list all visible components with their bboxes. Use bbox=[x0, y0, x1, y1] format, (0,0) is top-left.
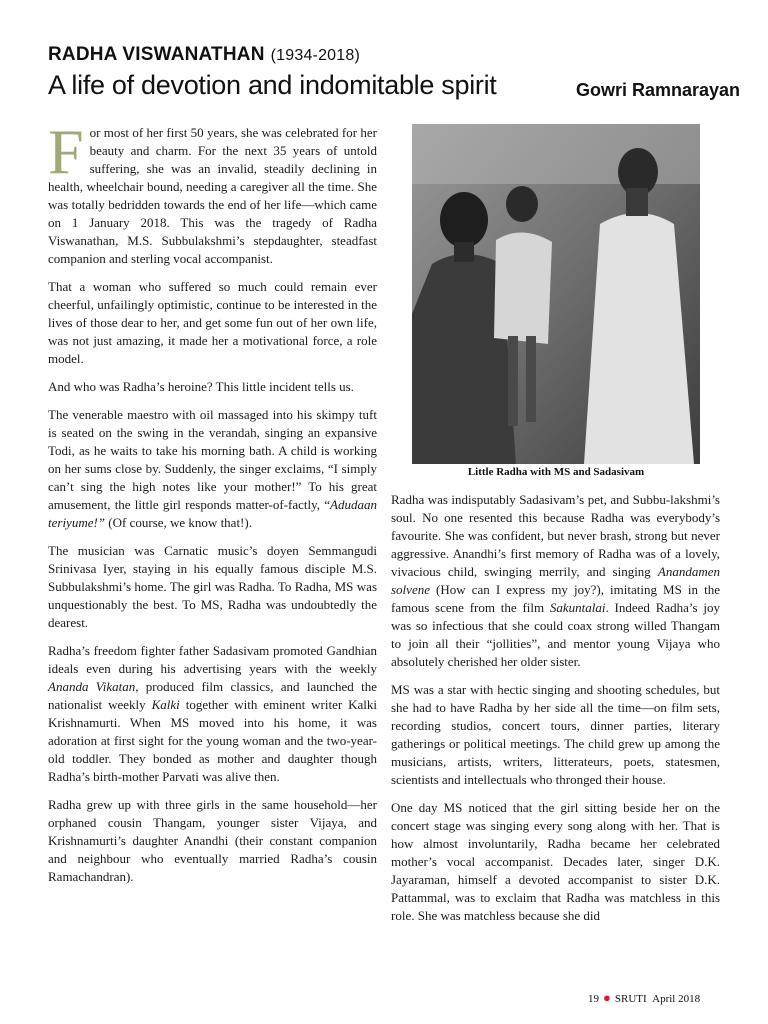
magazine-name: SRUTI bbox=[614, 993, 647, 1005]
song-anandamen: Anandamen solvene bbox=[391, 564, 720, 597]
right-column bbox=[391, 491, 720, 935]
paragraph-r1-mid: (How can I express my joy?), imitating MS in the famous scene from the film bbox=[391, 582, 720, 615]
left-column bbox=[48, 116, 377, 896]
family-photo bbox=[412, 124, 700, 464]
subject-years: (1934-2018) bbox=[270, 47, 360, 64]
drop-cap: F bbox=[48, 116, 84, 187]
bullet-dot-icon: ● bbox=[603, 990, 611, 1005]
paragraph-5: The musician was Carnatic music’s doyen Semmangudi Srinivasa Iyer, staying in his equally famous disciple M.S. Subbulakshmi’s home. The girl was Radha. To Radha, MS was unquestionably the best. To MS, Radha was undoubtedly the dearest. bbox=[48, 543, 377, 630]
paragraph-6 bbox=[48, 642, 377, 786]
paragraph-r1-text: Radha was indisputably Sadasivam’s pet, and Subbu-lakshmi’s soul. No one resented this because Radha was everybody’s favourite. She was confident, but never brash, strong but never aggressive. Anandhi’s first memory of Radha was of a lovely, vivacious child, swinging merrily, and singing bbox=[391, 492, 720, 579]
article-title: A life of devotion and indomitable spirit bbox=[48, 70, 497, 100]
page-footer bbox=[588, 990, 700, 1006]
subject-name-header bbox=[48, 44, 360, 66]
paragraph-4 bbox=[48, 406, 377, 532]
paragraph-1 bbox=[48, 116, 377, 268]
paragraph-6-text: Radha’s freedom fighter father Sadasivam promoted Gandhian ideals even during his advertising years with the weekly bbox=[48, 643, 377, 676]
issue-date: April 2018 bbox=[652, 993, 701, 1005]
paragraph-7: Radha grew up with three girls in the same household—her orphaned cousin Thangam, younger sister Vijaya, and Krishnamurti’s daughter Anandhi (their constant companion and neighbour who eventually married Radha’s cousin Ramachandran). bbox=[48, 797, 377, 884]
paragraph-2: That a woman who suffered so much could remain ever cheerful, unfailingly optimistic, continue to be interested in the lives of those dear to her, and get some fun out of her own life, was not just amazing, it made her a motivational force, a role model. bbox=[48, 279, 377, 366]
paragraph-1-text: or most of her first 50 years, she was celebrated for her beauty and charm. For the next 35 years of untold suffering, she was an invalid, steadily declining in health, wheelchair bound, needing a caregiver all the time. She was totally bedridden towards the end of her life—which came on 1 January 2018. This was the tragedy of Radha Viswanathan, M.S. Subbulakshmi’s stepdaughter, steadfast companion and sterling vocal accompanist. bbox=[48, 125, 377, 266]
paragraph-4-end: (Of course, we know that!). bbox=[105, 515, 252, 530]
paragraph-r3: One day MS noticed that the girl sitting beside her on the concert stage was singing every song along with her. That is how almost involuntarily, Radha became her celebrated mother’s vocal accompanist. Decades later, singer D.K. Jayaraman, himself a devoted accompanist to sister D.K. Pattammal, was to exclaim that Radha was matchless in this role. She was matchless because she did bbox=[391, 800, 720, 923]
paragraph-r2: MS was a star with hectic singing and shooting schedules, but she had to have Radha by her side all the time—on film sets, recording studios, concert tours, dinner parties, literary gatherings or political meetings. The child grew up among the musicians, artists, writers, litterateurs, poets, statesmen, scientists and intellectuals who thronged their house. bbox=[391, 682, 720, 787]
subject-name: RADHA VISWANATHAN bbox=[48, 44, 265, 65]
paragraph-6-end: together with eminent writer Kalki Krishnamurti. When MS moved into his home, it was adoration at first sight for the young woman and the two-year-old toddler. They bonded as mother and daughter though Radha’s birth-mother Parvati was alive then. bbox=[48, 697, 377, 784]
page-number: 19 bbox=[588, 993, 599, 1005]
quote-adudaan: Adudaan teriyume!” bbox=[48, 497, 377, 530]
magazine-kalki: Kalki bbox=[151, 697, 180, 712]
photo-caption: Little Radha with MS and Sadasivam bbox=[467, 466, 645, 478]
paragraph-r1 bbox=[391, 491, 720, 671]
magazine-ananda-vikatan: Ananda Vikatan bbox=[48, 679, 136, 694]
paragraph-6-mid: , produced film classics, and launched the nationalist weekly bbox=[48, 679, 377, 712]
paragraph-4-text: The venerable maestro with oil massaged into his skimpy tuft is seated on the swing in the verandah, singing an expansive Todi, as he waits to take his morning bath. A child is working on her sums close by. Suddenly, the singer exclaims, “I simply can’t sing the high notes like your mother!” To his great amusement, the little girl responds matter-of-factly, “ bbox=[48, 407, 377, 512]
film-sakuntalai: Sakuntalai bbox=[549, 600, 606, 615]
article-author: Gowri Ramnarayan bbox=[576, 80, 741, 100]
paragraph-r1-end: . Indeed Radha’s joy was so infectious that she could coax strong willed Thangam to join all their “jollities”, and mentor young Vijaya who absolutely cherished her older sister. bbox=[391, 600, 720, 669]
paragraph-3: And who was Radha’s heroine? This little incident tells us. bbox=[48, 379, 354, 394]
